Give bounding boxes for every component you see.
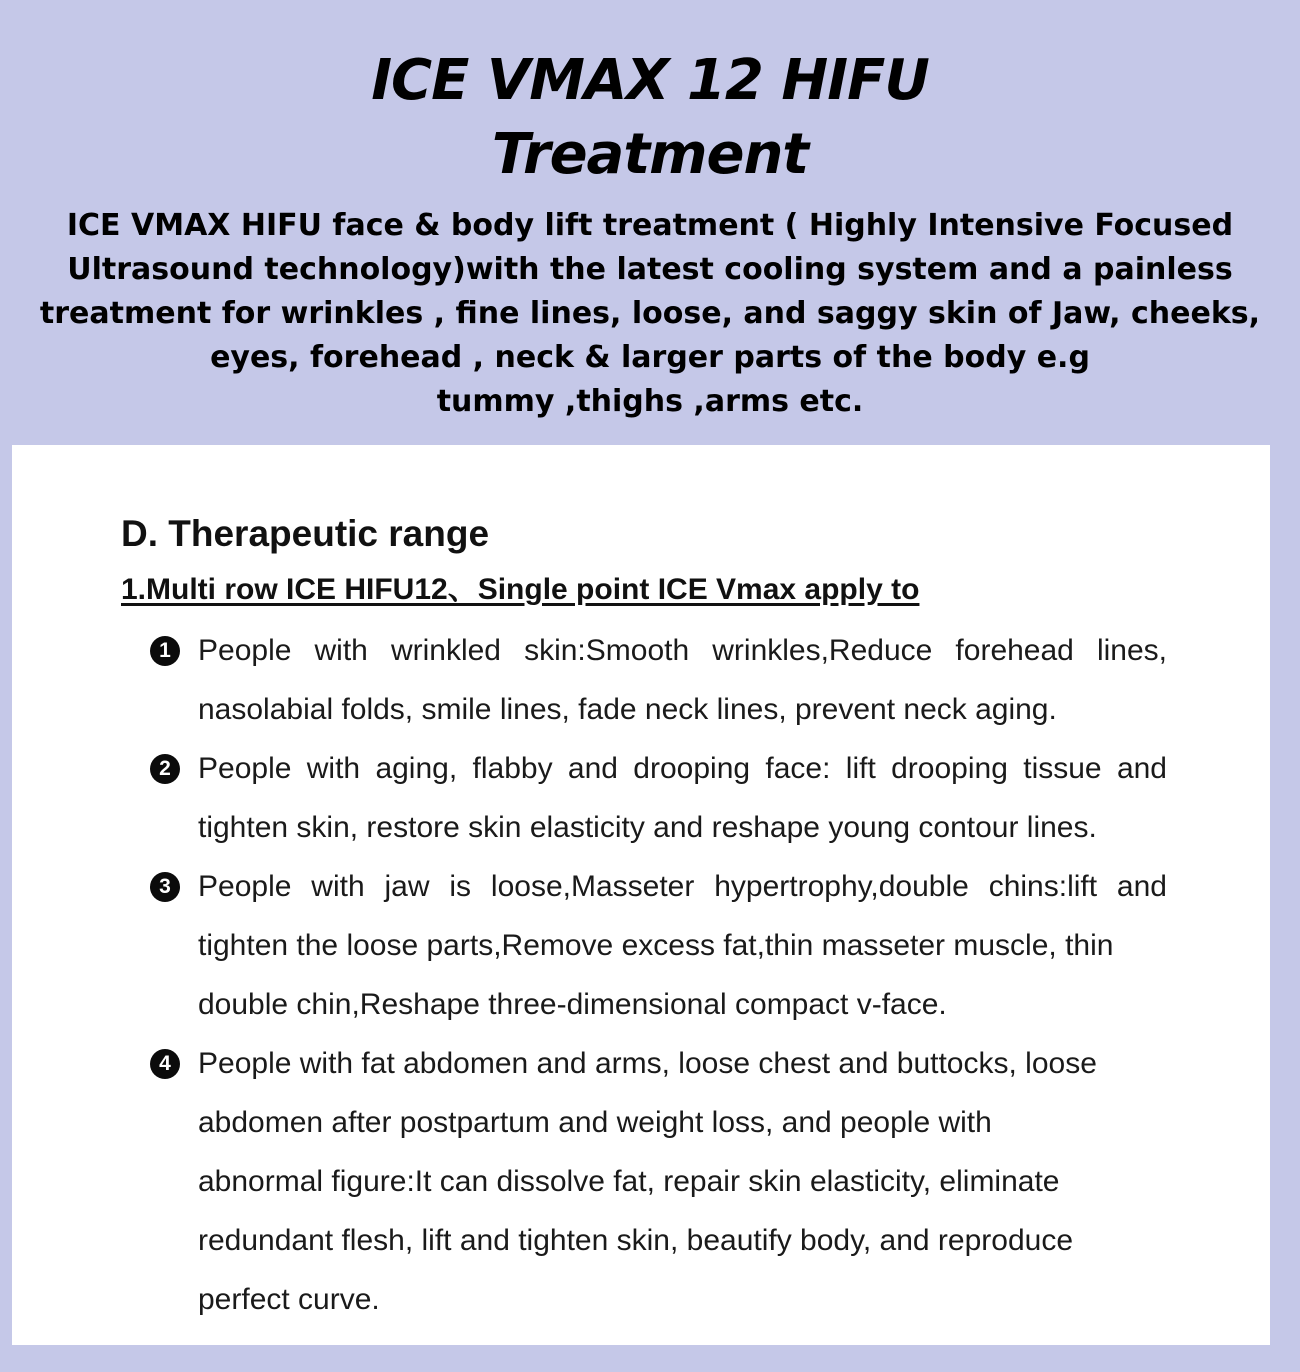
list-item (12, 1034, 1270, 1329)
number-4-bullet-icon: 4 (150, 1049, 180, 1079)
document-card (12, 445, 1270, 1345)
item-line: People with fat abdomen and arms, loose chest and buttocks, loose (198, 1047, 1097, 1080)
page-title (0, 44, 1300, 192)
intro-paragraph: ICE VMAX HIFU face & body lift treatment ( Highly Intensive Focused Ultrasound technology)with the latest cooling system and a painless treatment for wrinkles , fine lines, loose, and saggy skin of Jaw, cheeks, eyes, forehead , neck & larger parts of the body e.g tummy ,thighs ,arms etc. (39, 208, 1261, 419)
list-item (12, 621, 1270, 739)
number-3-bullet-icon: 3 (150, 872, 180, 902)
item-line: perfect curve. (198, 1283, 380, 1316)
item-line: nasolabial folds, smile lines, fade neck lines, prevent neck aging. (198, 693, 1057, 726)
number-2-bullet-icon: 2 (150, 754, 180, 784)
item-line: redundant flesh, lift and tighten skin, beautify body, and reproduce (198, 1224, 1074, 1257)
title-line-2: Treatment (491, 122, 809, 187)
sub-heading: 1.Multi row ICE HIFU12、Single point ICE Vmax apply to (121, 573, 920, 606)
item-line: tighten the loose parts,Remove excess fat,thin masseter muscle, thin (198, 929, 1114, 962)
item-line: People with jaw is loose,Masseter hypertrophy,double chins:lift and (198, 870, 1167, 903)
item-line: tighten skin, restore skin elasticity and reshape young contour lines. (198, 811, 1097, 844)
section-heading: D. Therapeutic range (121, 513, 490, 554)
item-line: double chin,Reshape three-dimensional compact v-face. (198, 988, 947, 1021)
list-item (12, 857, 1270, 1034)
therapeutic-list (12, 621, 1270, 1329)
title-line-1: ICE VMAX 12 HIFU (371, 48, 929, 113)
number-1-bullet-icon: 1 (150, 636, 180, 666)
list-item (12, 739, 1270, 857)
item-line: People with aging, flabby and drooping face: lift drooping tissue and (198, 752, 1167, 785)
item-line: abdomen after postpartum and weight loss, and people with (198, 1106, 992, 1139)
item-line: abnormal figure:It can dissolve fat, repair skin elasticity, eliminate (198, 1165, 1060, 1198)
item-line: People with wrinkled skin:Smooth wrinkles,Reduce forehead lines, (198, 634, 1167, 667)
